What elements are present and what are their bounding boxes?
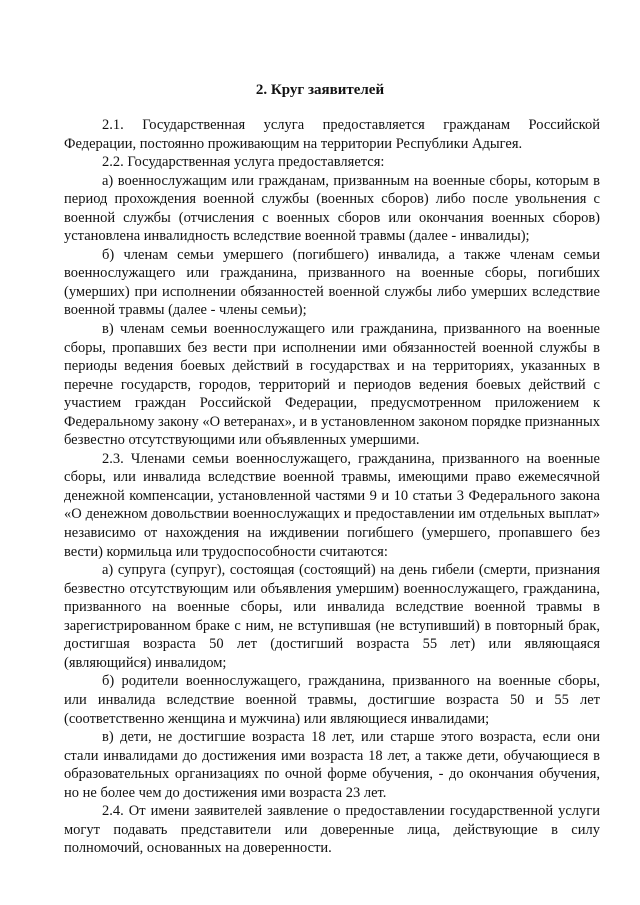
paragraph-2-2: 2.2. Государственная услуга предоставляется:	[102, 154, 385, 171]
paragraph-2-2-v: в) членам семьи военнослужащего или гражданина, призванного на военные сборы, пропавших без вести при исполнении ими обязанностей военной службы в периоды ведения боевых действий в государствах и на территориях, указанных в перечне государств, городов, территорий и периодов ведения боевых действий с участием граждан Российской Федерации, предусмотренном приложением к Федеральному закону «О ветеранах», и в установленном законом порядке признанных безвестно отсутствующими или объявленных умершими.	[64, 321, 600, 449]
paragraph-2-3-v: в) дети, не достигшие возраста 18 лет, или старше этого возраста, если они стали инвалидами до достижения ими возраста 18 лет, а также дети, обучающиеся в образовательных организациях по очной форме обучения, - до окончания обучения, но не более чем до достижения ими возраста 23 лет.	[64, 729, 600, 801]
paragraph-2-1: 2.1. Государственная услуга предоставляется гражданам Российской Федерации, постоянно проживающим на территории Республики Адыгея.	[64, 117, 600, 152]
paragraph-2-4: 2.4. От имени заявителей заявление о предоставлении государственной услуги могут подавать представители или доверенные лица, действующие в силу полномочий, основанных на доверенности.	[64, 803, 600, 857]
section-heading: 2. Круг заявителей	[255, 82, 385, 98]
document-body	[64, 116, 600, 858]
paragraph-2-3: 2.3. Членами семьи военнослужащего, гражданина, призванного на военные сборы, или инвалида вследствие военной травмы, имеющими право ежемесячной денежной компенсации, установленной частями 9 и 10 статьи 3 Федерального закона «О денежном довольствии военнослужащих и предоставлении им отдельных выплат» независимо от нахождения на иждивении погибшего (умершего, пропавшего без вести) кормильца или трудоспособности считаются:	[64, 450, 600, 560]
paragraph-2-2-b: б) членам семьи умершего (погибшего) инвалида, а также членам семьи военнослужащего или гражданина, призванного на военные сборы, погибших (умерших) при исполнении обязанностей военной службы либо умерших вследствие военной травмы (далее - члены семьи);	[64, 246, 600, 319]
paragraph-2-3-a: а) супруга (супруг), состоящая (состоящий) на день гибели (смерти, признания безвестно отсутствующим или объявления умершим) военнослужащего, гражданина, призванного на военные сборы, или инвалида вследствие военной травмы в зарегистрированном браке с ним, не вступившая (не вступивший) в повторный брак, достигшая возраста 50 лет (достигший возраста 55 лет) или являющаяся (являющийся) инвалидом;	[64, 562, 600, 671]
paragraph-2-2-a: а) военнослужащим или гражданам, призванным на военные сборы, которым в период прохождения военной службы (военных сборов) либо после увольнения с военной службы (отчисления с военных сборов или окончания военных сборов) установлена инвалидность вследствие военной травмы (далее - инвалиды);	[64, 172, 600, 245]
paragraph-2-3-b: б) родители военнослужащего, гражданина, призванного на военные сборы, или инвалида вследствие военной травмы, достигшие возраста 50 и 55 лет (соответственно женщина и мужчина) или являющиеся инвалидами;	[64, 673, 600, 727]
